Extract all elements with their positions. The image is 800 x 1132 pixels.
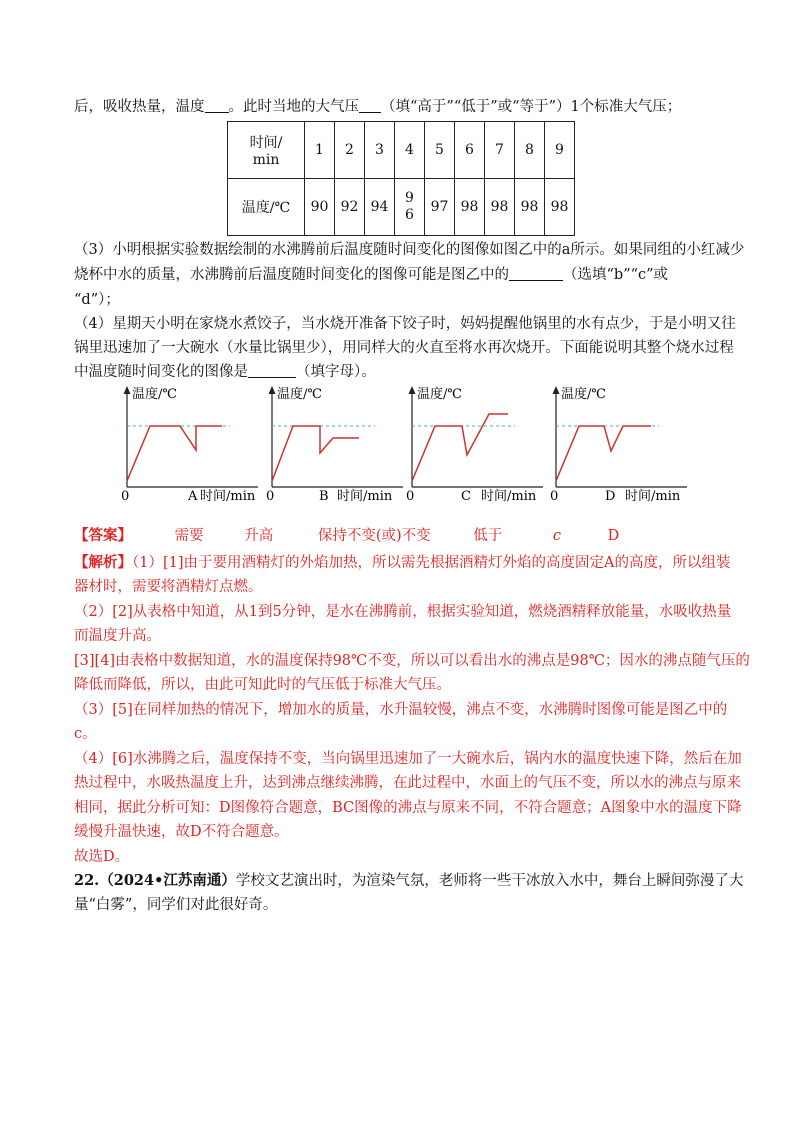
origin-label: 0 [406, 489, 415, 503]
analysis-line: （4）[6]水沸腾之后，温度保持不变，当向锅里迅速加了一大碗水后，锅内水的温度快速下降，然后在加 [74, 751, 742, 767]
answer-line: 【答案】 需要 升高 保持不变(或)不变 低于 c D [74, 527, 620, 544]
table-header-temp: 温度/℃ [228, 179, 305, 236]
question-3-line-3: “d”）； [74, 292, 120, 308]
analysis-tag: 【解析】 [74, 554, 132, 571]
table-cell: 8 [515, 122, 545, 179]
table-cell: 6 [455, 122, 485, 179]
graph-letter: B [319, 489, 329, 503]
analysis-line: 相同，据此分析可知：D图像符合题意，BC图像的沸点与原来不同，不符合题意；A图象中水的温度下降 [74, 800, 742, 816]
question-3-line-1: （3）小明根据实验数据绘制的水沸腾前后温度随时间变化的图像如图乙中的a所示。如果同组的小红减少 [74, 242, 745, 258]
analysis-line: 故选D。 [74, 849, 130, 865]
table-cell: 94 [365, 179, 395, 236]
table-cell: 4 [395, 122, 425, 179]
question-number: 22. [74, 872, 100, 889]
graph-b [263, 383, 413, 503]
question-4-line-1: （4）星期天小明在家烧水煮饺子，当水烧开准备下饺子时，妈妈提醒他锅里的水有点少，于是小明又往 [74, 316, 736, 332]
question-22-line-1: 22.（2024•江苏南通）学校文艺演出时，为渲染气氛，老师将一些干冰放入水中，舞台上瞬间弥漫了大 [74, 872, 744, 889]
table-cell: 97 [425, 179, 455, 236]
table-cell: 90 [305, 179, 335, 236]
table-cell: 98 [485, 179, 515, 236]
question-line-1: 后，吸收热量，温度 。此时当地的大气压 （填“高于”“低于”或“等于”）1个标准大气压； [74, 99, 682, 115]
answer-blank [359, 98, 381, 113]
graph-letter: D [605, 489, 616, 503]
table-cell: 5 [425, 122, 455, 179]
x-axis-label: 时间/min [625, 489, 681, 503]
x-axis-label: 时间/min [337, 489, 393, 503]
answer-blank [248, 363, 296, 378]
analysis-line: [3][4]由表格中数据知道，水的温度保持98℃不变，所以可以看出水的沸点是98℃；因水的沸点随气压的 [74, 653, 750, 669]
question-4-line-2: 锅里迅速加了一大碗水（水量比锅里少），用同样大的火直至将水再次烧开。下面能说明其整个烧水过程 [74, 340, 734, 356]
origin-label: 0 [550, 489, 559, 503]
origin-label: 0 [266, 489, 275, 503]
table-cell: 3 [365, 122, 395, 179]
y-axis-label: 温度/℃ [132, 387, 177, 402]
origin-label: 0 [121, 489, 130, 503]
data-table [227, 121, 575, 236]
graph-c [403, 383, 553, 503]
question-source: （2024•江苏南通） [99, 872, 236, 889]
answer-blank [509, 266, 563, 281]
analysis-line: 热过程中，水吸热温度上升，达到沸点继续沸腾，在此过程中，水面上的气压不变，所以水的沸点与原来 [74, 775, 741, 791]
table-cell: 9 6 [395, 179, 425, 236]
x-axis-label: 时间/min [200, 489, 256, 503]
analysis-line: （2）[2]从表格中知道，从1到5分钟，是水在沸腾前，根据实验知道，燃烧酒精释放能量，水吸收热量 [74, 604, 732, 620]
graph-letter: C [461, 489, 471, 503]
answer-blank [205, 98, 229, 113]
table-cell: 98 [515, 179, 545, 236]
question-3-line-2: 烧杯中水的质量，水沸腾前后温度随时间变化的图像可能是图乙中的 （选填“b”“c”或 [74, 267, 669, 283]
y-axis-label: 温度/℃ [277, 387, 322, 402]
graph-d [547, 383, 697, 503]
y-axis-label: 温度/℃ [561, 387, 606, 402]
analysis-line: 【解析】（1）[1]由于要用酒精灯的外焰加热，所以需先根据酒精灯外焰的高度固定A的高度，所以组装 [74, 554, 731, 571]
answer-tag: 【答案】 [74, 527, 132, 544]
analysis-line: 而温度升高。 [74, 628, 161, 644]
graph-letter: A [188, 489, 198, 503]
analysis-line: 降低而降低，所以，由此可知此时的气压低于标准大气压。 [74, 677, 451, 693]
table-cell: 7 [485, 122, 515, 179]
table-cell: 1 [305, 122, 335, 179]
graph-a [118, 383, 268, 503]
table-header-time: 时间/ min [228, 122, 305, 179]
analysis-line: 器材时，需要将酒精灯点燃。 [74, 579, 263, 595]
table-cell: 9 [545, 122, 575, 179]
x-axis-label: 时间/min [481, 489, 537, 503]
table-cell: 98 [545, 179, 575, 236]
analysis-line: 缓慢升温快速，故D不符合题意。 [74, 824, 289, 840]
question-22-line-2: 量“白雾”，同学们对此很好奇。 [74, 897, 278, 913]
y-axis-label: 温度/℃ [417, 387, 462, 402]
table-cell: 92 [335, 179, 365, 236]
analysis-line: c。 [74, 726, 97, 742]
table-cell: 98 [455, 179, 485, 236]
question-4-line-3: 中温度随时间变化的图像是 （填字母）。 [74, 364, 376, 380]
table-cell: 2 [335, 122, 365, 179]
analysis-line: （3）[5]在同样加热的情况下，增加水的质量，水升温较慢，沸点不变，水沸腾时图像可能是图乙中的 [74, 702, 728, 718]
